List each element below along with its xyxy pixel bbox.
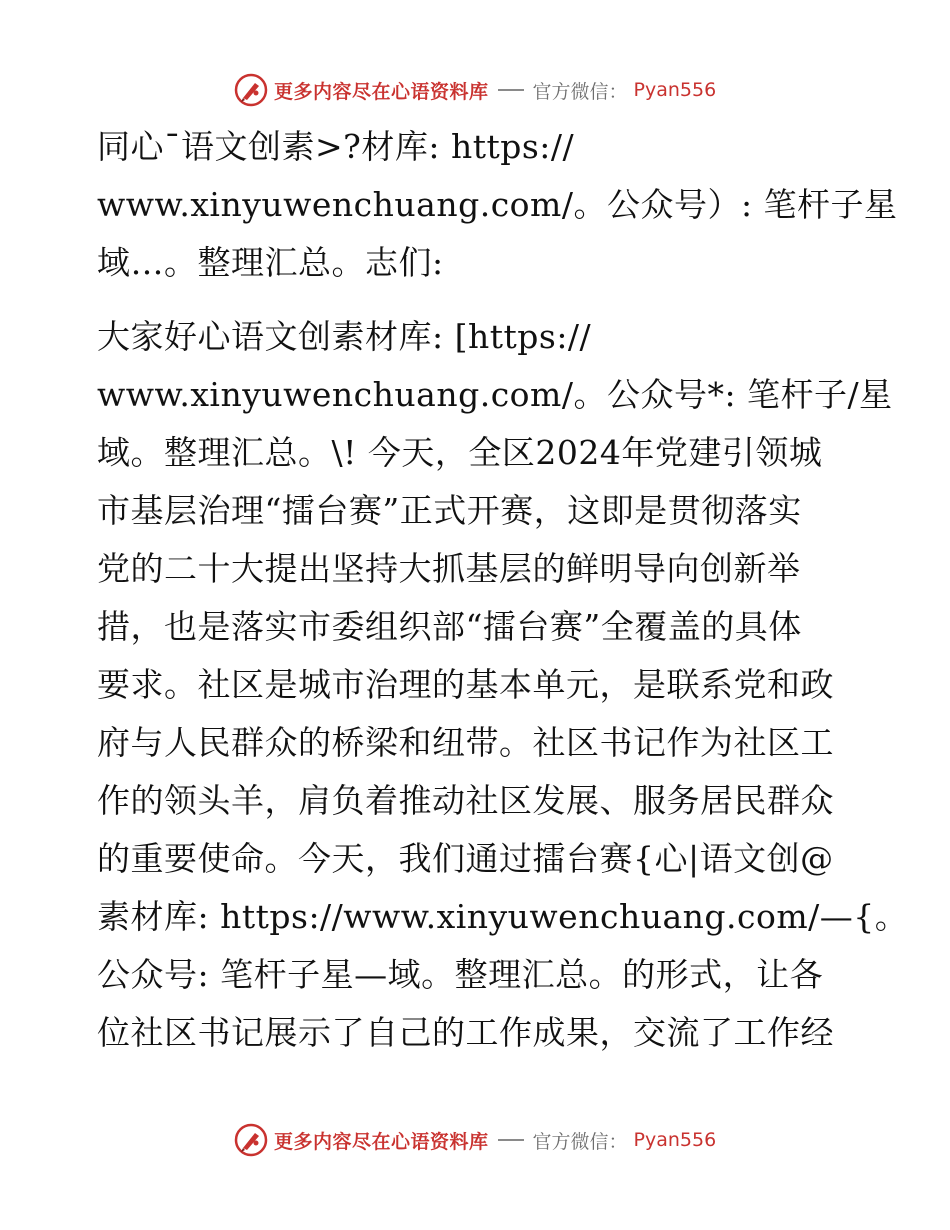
text-line: 的重要使命。今天，我们通过擂台赛{心|语文创@: [97, 839, 834, 878]
text-line: 要求。社区是城市治理的基本单元，是联系党和政: [97, 665, 834, 704]
paragraph-1: [97, 118, 898, 292]
text-line: 作的领头羊，肩负着推动社区发展、服务居民群众: [97, 781, 834, 820]
document-body: [97, 118, 909, 1062]
text-line: 域…。整理汇总。志们:: [97, 243, 444, 282]
pen-logo-icon: [234, 1123, 268, 1157]
promo-text: 更多内容尽在心语资料库: [274, 1130, 489, 1153]
text-line: 党的二十大提出坚持大抓基层的鲜明导向创新举: [97, 549, 801, 588]
text-line: 素材库: https://www.xinyuwenchuang.com/—{。: [97, 897, 909, 936]
text-line: 府与人民群众的桥梁和纽带。社区书记作为社区工: [97, 723, 834, 762]
divider: [498, 89, 524, 91]
paragraph-gap: [97, 292, 857, 308]
text-line: 同心¯语文创素>?材库: https://: [97, 127, 575, 166]
text-line: 域。整理汇总。\! 今天，全区2024年党建引领城: [97, 433, 823, 472]
paragraph-2: [97, 308, 909, 1062]
text-line: 公众号: 笔杆子星—域。整理汇总。的形式，让各: [97, 955, 824, 994]
pen-logo-icon: [234, 73, 268, 107]
footer-banner: [234, 1122, 716, 1158]
text-line: 市基层治理“擂台赛”正式开赛，这即是贯彻落实: [97, 491, 802, 530]
text-line: www.xinyuwenchuang.com/。公众号）: 笔杆子星: [97, 185, 898, 224]
wechat-label: 官方微信：: [532, 80, 628, 103]
divider: [498, 1139, 524, 1141]
text-line: 位社区书记展示了自己的工作成果，交流了工作经: [97, 1013, 834, 1052]
header-banner: [234, 72, 716, 108]
wechat-id: Pyan556: [633, 1129, 717, 1151]
text-line: 大家好心语文创素材库: [https://: [97, 317, 592, 356]
wechat-id: Pyan556: [633, 79, 717, 101]
text-line: www.xinyuwenchuang.com/。公众号*: 笔杆子/星: [97, 375, 893, 414]
text-line: 措，也是落实市委组织部“擂台赛”全覆盖的具体: [97, 607, 802, 646]
wechat-label: 官方微信：: [532, 1130, 628, 1153]
promo-text: 更多内容尽在心语资料库: [274, 80, 489, 103]
